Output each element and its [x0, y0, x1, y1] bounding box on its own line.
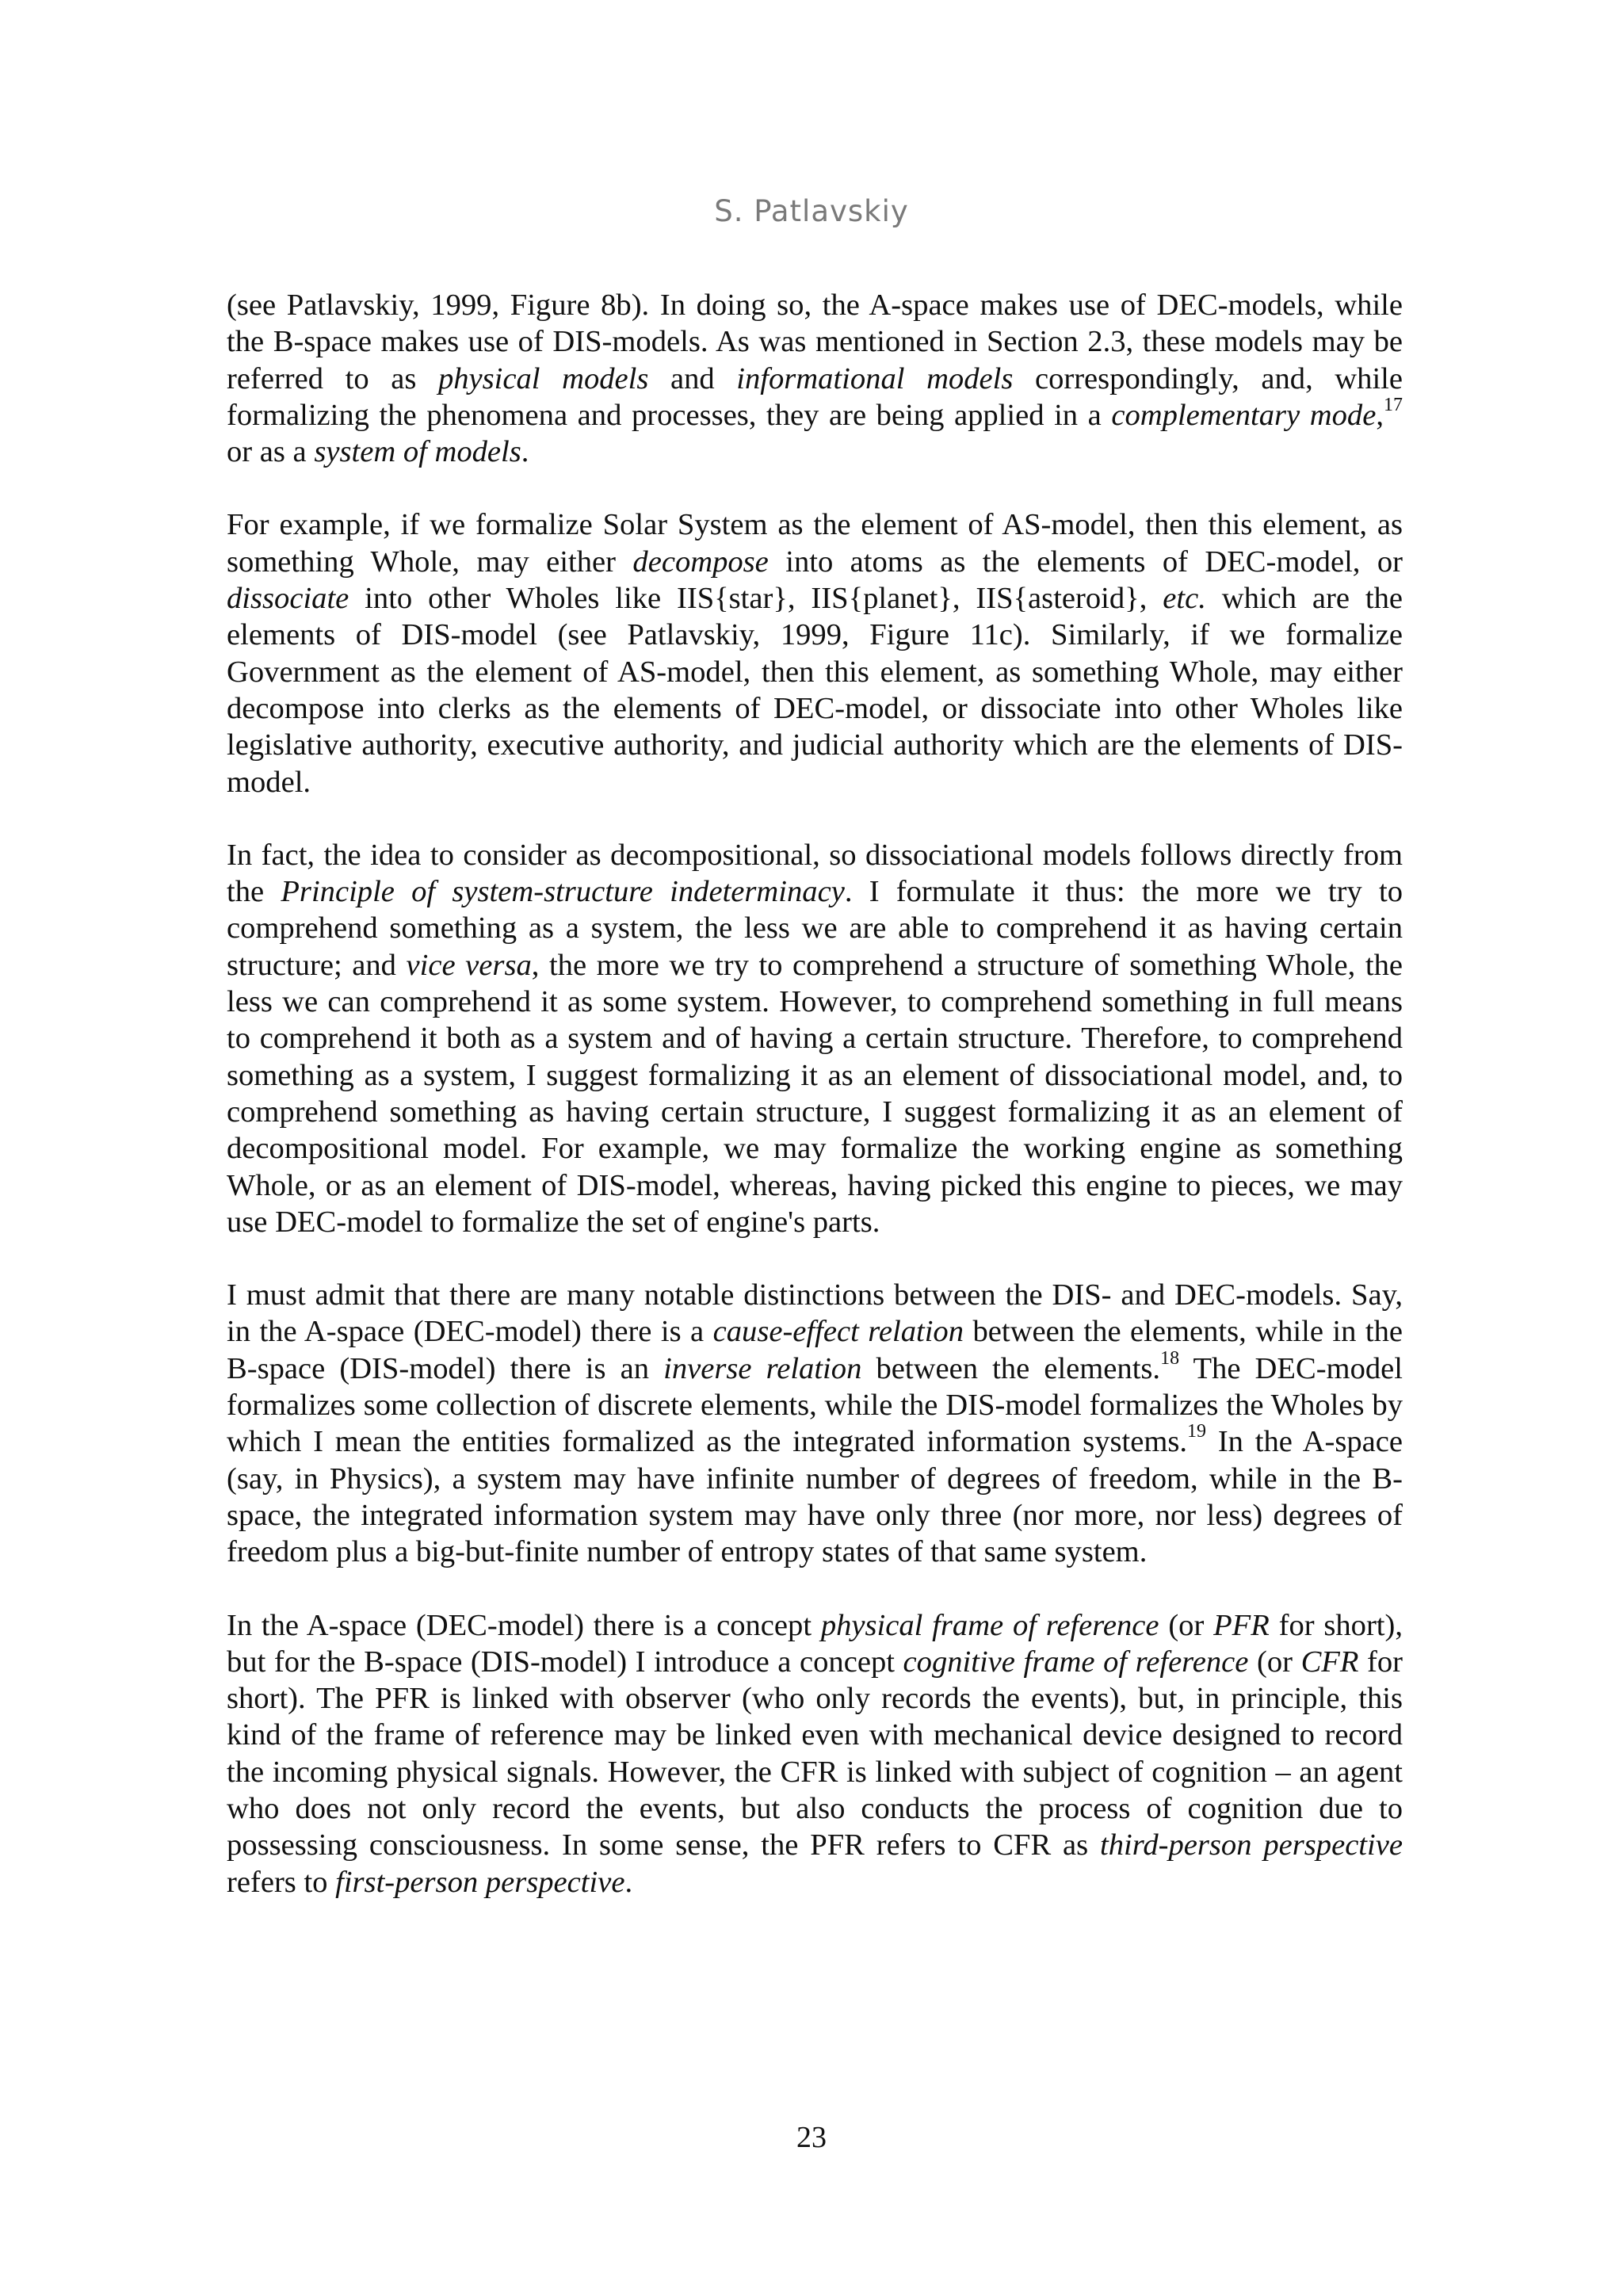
text-run: In the A-space (DEC-model) there is a concept [227, 1608, 821, 1642]
text-run: For example, if we formalize Solar System as the element of AS-model, then this element, as something Whole, may either [227, 508, 1403, 579]
text-run: correspondingly, and, while formalizing the phenomena and processes, they are being applied in a [227, 361, 1403, 432]
italic-term: Principle of system-structure indeterminacy [281, 875, 845, 909]
text-run: The DEC-model formalizes some collection of discrete elements, while the DIS-model formalizes the Wholes by which I mean the entities formalized as the integrated information systems. [227, 1351, 1403, 1459]
italic-term: CFR [1300, 1645, 1359, 1679]
italic-term: cognitive frame of reference [903, 1645, 1249, 1679]
italic-term: etc. [1163, 582, 1206, 616]
text-run: . I formulate it thus: the more we try to comprehend something as a system, the less we are able to comprehend it as having certain structure; and [227, 875, 1403, 982]
text-run: which are the elements of DIS-model (see Patlavskiy, 1999, Figure 11c). Similarly, if we formalize Government as the element of AS-model, then this element, as something Whole, may either decompose into clerks as the elements of DEC-model, or dissociate into other Wholes like legislative authority, executive authority, and judicial authority which are the elements of DIS-model. [227, 582, 1403, 799]
body-paragraph-2 [227, 506, 1403, 800]
footnote-reference: 18 [1160, 1347, 1180, 1369]
body-paragraph-1 [227, 287, 1403, 470]
italic-term: dissociate [227, 582, 349, 616]
text-run: and [648, 361, 737, 395]
italic-term: complementary mode [1111, 398, 1377, 432]
text-run: In fact, the idea to consider as decompositional, so dissociational models follows directly from the [227, 838, 1403, 909]
italic-term: third-person perspective [1100, 1828, 1403, 1862]
footnote-reference: 17 [1384, 395, 1403, 416]
italic-term: PFR [1213, 1608, 1270, 1642]
text-run: between the elements. [861, 1351, 1161, 1385]
text-run: , [1376, 398, 1384, 432]
text-run: for short). The PFR is linked with observer (who only records the events), but, in principle, this kind of the frame of reference may be linked even with mechanical device designed to record the incoming physical signals. However, the CFR is linked with subject of cognition – an agent who does not only record the events, but also conducts the process of cognition due to possessing consciousness. In some sense, the PFR refers to CFR as [227, 1645, 1403, 1862]
italic-term: physical models [437, 361, 649, 395]
text-run: between the elements, while in the B-space (DIS-model) there is an [227, 1315, 1403, 1385]
italic-term: cause-effect relation [712, 1315, 964, 1349]
text-run: (or [1159, 1608, 1214, 1642]
text-run: (or [1248, 1645, 1301, 1679]
text-run: into other Wholes like IIS{star}, IIS{planet}, IIS{asteroid}, [349, 582, 1163, 616]
body-paragraph-5 [227, 1607, 1403, 1901]
running-header-author: S. Patlavskiy [714, 194, 909, 228]
text-run: for short), but for the B-space (DIS-model) I introduce a concept [227, 1608, 1403, 1679]
text-run: or as a [227, 435, 315, 469]
body-paragraph-4 [227, 1277, 1403, 1570]
text-run: In the A-space (say, in Physics), a system may have infinite number of degrees of freedom, while in the B-space, the integrated information system may have only three (nor more, nor less) degrees of freedom plus a big-but-finite number of entropy states of that same system. [227, 1425, 1403, 1569]
text-run: , the more we try to comprehend a structure of something Whole, the less we can comprehend it as some system. However, to comprehend something in full means to comprehend it both as a system and of having a certain structure. Therefore, to comprehend something as a system, I suggest formalizing it as an element of dissociational model, and, to comprehend something as having certain structure, I suggest formalizing it as an element of decompositional model. For example, we may formalize the working engine as something Whole, or as an element of DIS-model, whereas, having picked this engine to pieces, we may use DEC-model to formalize the set of engine's parts. [227, 948, 1403, 1239]
italic-term: vice versa [406, 948, 532, 982]
text-run: refers to [227, 1865, 336, 1899]
body-text [227, 287, 1403, 1937]
italic-term: inverse relation [663, 1351, 862, 1385]
text-run: (see Patlavskiy, 1999, Figure 8b). In doing so, the A-space makes use of DEC-models, while the B-space makes use of DIS-models. As was mentioned in Section 2.3, these models may be referred to as [227, 288, 1403, 395]
page-number: 23 [796, 2121, 827, 2154]
italic-term: informational models [736, 361, 1014, 395]
italic-term: first-person perspective [335, 1865, 625, 1899]
italic-term: physical frame of reference [820, 1608, 1159, 1642]
italic-term: decompose [632, 544, 769, 579]
italic-term: system of models [314, 435, 521, 469]
text-run: . [624, 1865, 633, 1899]
footnote-reference: 19 [1187, 1421, 1206, 1442]
text-run: into atoms as the elements of DEC-model, or [768, 544, 1403, 579]
body-paragraph-3 [227, 837, 1403, 1240]
text-run: I must admit that there are many notable distinctions between the DIS- and DEC-models. Say, in the A-space (DEC-model) there is a [227, 1278, 1403, 1349]
text-run: . [521, 435, 529, 469]
